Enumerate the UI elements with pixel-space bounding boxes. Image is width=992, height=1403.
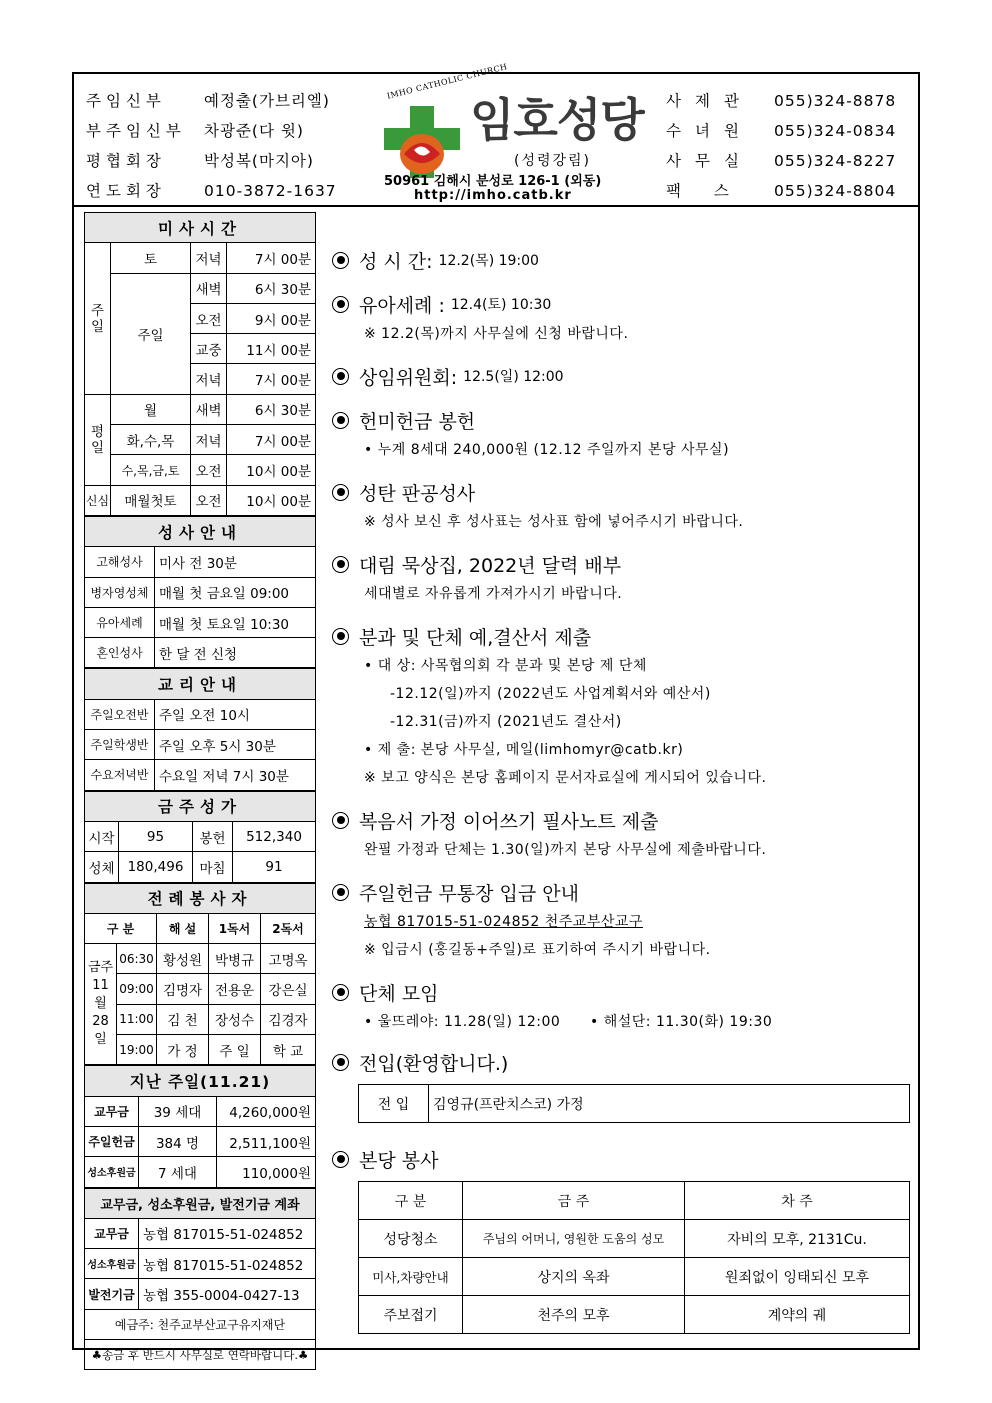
- last-sunday-title: 지난 주일(11.21): [85, 1066, 316, 1096]
- offering-amount: 4,260,000원: [217, 1096, 316, 1126]
- mass-day: 화,수,목: [111, 425, 191, 455]
- bulletin-page: [72, 62, 920, 1362]
- sunday-group-label: 주일: [85, 243, 111, 394]
- servers-header: 구 분: [85, 913, 157, 943]
- notice-line: 세대별로 자유롭게 가져가시기 바랍니다.: [364, 586, 623, 602]
- phone-value: 055)324-0834: [774, 122, 897, 140]
- notice-line: -12.31(금)까지 (2021년도 결산서): [390, 714, 622, 730]
- clergy-value: 예정출(가브리엘): [204, 92, 330, 110]
- service-group: 천주의 모후: [463, 1296, 685, 1334]
- notice-standing-committee: [332, 360, 912, 392]
- server-name: 박병규: [209, 944, 261, 974]
- server-time: 11:00: [117, 1004, 157, 1034]
- bullet-icon: [332, 296, 349, 313]
- sacrament-value: 미사 전 30분: [155, 547, 316, 577]
- servers-date: 금주 11월 28일: [85, 944, 117, 1065]
- bullet-icon: [332, 484, 349, 501]
- mass-time: 새벽: [191, 394, 227, 424]
- sacrament-table: [84, 516, 316, 668]
- notice-line: • 울뜨레야: 11.28(일) 12:00 • 해설단: 11.30(화) 19:30: [364, 1014, 773, 1030]
- mass-day: 토: [111, 243, 191, 273]
- sacrament-value: 매월 첫 토요일 10:30: [155, 607, 316, 637]
- clergy-value: 박성복(마지아): [204, 152, 314, 170]
- phone-list: [666, 86, 896, 206]
- mass-time: 저녁: [191, 243, 227, 273]
- notice-value: 12.5(일) 12:00: [463, 369, 564, 385]
- server-name: 장성수: [209, 1004, 261, 1034]
- servers-title: 전례봉사자: [85, 883, 316, 913]
- servers-header: 1독서: [209, 913, 261, 943]
- bullet-icon: [332, 556, 349, 573]
- clergy-label: 부주임신부: [86, 122, 186, 140]
- service-group: 원죄없이 잉태되신 모후: [685, 1258, 910, 1296]
- devotion-group-label: 신심: [85, 485, 111, 515]
- account-number: 농협 817015-51-024852: [139, 1218, 316, 1248]
- transfer-value: 김영규(프란치스코) 가정: [429, 1085, 910, 1123]
- phone-label: 사제관: [666, 92, 753, 110]
- notice-prayer-hour: [332, 244, 912, 276]
- notice-line: -12.12(일)까지 (2022년도 사업계획서와 예산서): [390, 686, 711, 702]
- notice-line: ※ 입금시 (홍길동+주일)로 표기하여 주시기 바랍니다.: [364, 942, 711, 958]
- server-name: 강은실: [261, 974, 316, 1004]
- bullet-icon: [332, 412, 349, 429]
- servers-table: [84, 883, 316, 1066]
- mass-day: 월: [111, 394, 191, 424]
- servers-header: 2독서: [261, 913, 316, 943]
- mass-hour: 10시 00분: [227, 455, 316, 485]
- header: [74, 62, 918, 207]
- account-holder: 예금주: 천주교부산교구유지재단: [85, 1309, 316, 1339]
- service-group: 상지의 옥좌: [463, 1258, 685, 1296]
- church-subtitle: (성령강림): [514, 153, 592, 169]
- offering-label: 성소후원금: [85, 1157, 139, 1187]
- account-number: 농협 817015-51-024852: [139, 1249, 316, 1279]
- bullet-icon: [332, 368, 349, 385]
- server-name: 주 일: [209, 1035, 261, 1065]
- notice-board: [332, 244, 912, 1334]
- service-header: 금 주: [463, 1182, 685, 1220]
- left-sidebar: [84, 212, 316, 1370]
- mass-time: 저녁: [191, 425, 227, 455]
- hymn-label: 마침: [193, 852, 233, 882]
- hymn-number: 95: [119, 821, 193, 851]
- server-name: 학 교: [261, 1035, 316, 1065]
- catechism-value: 주일 오전 10시: [155, 699, 316, 729]
- mass-hour: 6시 30분: [227, 394, 316, 424]
- server-name: 김경자: [261, 1004, 316, 1034]
- sacrament-label: 병자영성체: [85, 577, 155, 607]
- mass-time: 오전: [191, 303, 227, 333]
- hymn-table: [84, 791, 316, 883]
- server-time: 06:30: [117, 944, 157, 974]
- catechism-value: 주일 오후 5시 30분: [155, 730, 316, 760]
- phone-label: 팩 스: [666, 182, 743, 200]
- notice-title: 상임위원회:: [359, 366, 458, 389]
- mass-hour: 6시 30분: [227, 273, 316, 303]
- transfer-label: 전 입: [359, 1085, 429, 1123]
- phone-label: 수녀원: [666, 122, 753, 140]
- accounts-table: [84, 1188, 316, 1371]
- hymn-label: 봉헌: [193, 821, 233, 851]
- mass-hour: 9시 00분: [227, 303, 316, 333]
- church-name: 임호성당: [470, 93, 644, 147]
- mass-time: 교중: [191, 334, 227, 364]
- notice-advent-calendar: [332, 548, 912, 608]
- mass-hour: 7시 00분: [227, 364, 316, 394]
- hymn-number: 91: [233, 852, 316, 882]
- clergy-value: 010-3872-1637: [204, 182, 337, 200]
- church-logo: [374, 62, 664, 204]
- last-sunday-table: [84, 1065, 316, 1187]
- church-address: 50961 김해시 분성로 126-1 (외동): [384, 174, 602, 189]
- mass-day: 매월첫토: [111, 485, 191, 515]
- service-group: 자비의 모후, 2131Cu.: [685, 1220, 910, 1258]
- service-group: 계약의 궤: [685, 1296, 910, 1334]
- mass-time: 오전: [191, 455, 227, 485]
- notice-budget-report: [332, 620, 912, 792]
- server-time: 19:00: [117, 1035, 157, 1065]
- service-role: 미사,차량안내: [359, 1258, 463, 1296]
- server-time: 09:00: [117, 974, 157, 1004]
- clergy-value: 차광준(다 윗): [204, 122, 304, 140]
- mass-day: 주일: [111, 273, 191, 394]
- notice-title: 복음서 가정 이어쓰기 필사노트 제출: [359, 810, 659, 833]
- notice-transfer-in: [332, 1046, 912, 1123]
- notice-line: • 대 상: 사목협의회 각 분과 및 본당 제 단체: [364, 658, 647, 674]
- server-name: 전용운: [209, 974, 261, 1004]
- account-label: 성소후원금: [85, 1249, 139, 1279]
- offering-label: 주일헌금: [85, 1126, 139, 1156]
- notice-line: ※ 12.2(목)까지 사무실에 신청 바랍니다.: [364, 326, 629, 342]
- sacrament-value: 매월 첫 금요일 09:00: [155, 577, 316, 607]
- offering-count: 39 세대: [139, 1096, 217, 1126]
- notice-value: 12.4(토) 10:30: [450, 297, 552, 313]
- notice-title: 대림 묵상집, 2022년 달력 배부: [359, 554, 622, 577]
- hymn-label: 성체: [85, 852, 119, 882]
- notice-title: 유아세례 :: [359, 294, 445, 317]
- mass-time: 새벽: [191, 273, 227, 303]
- sacrament-label: 유아세례: [85, 607, 155, 637]
- notice-christmas-confession: [332, 476, 912, 536]
- phone-label: 사무실: [666, 152, 753, 170]
- account-label: 교무금: [85, 1218, 139, 1248]
- hymn-label: 시작: [85, 821, 119, 851]
- notice-line: ※ 성사 보신 후 성사표는 성사표 함에 넣어주시기 바랍니다.: [364, 514, 744, 530]
- servers-header: 해 설: [157, 913, 209, 943]
- mass-day: 수,목,금,토: [111, 455, 191, 485]
- mass-time: 오전: [191, 485, 227, 515]
- notice-line: 완필 가정과 단체는 1.30(일)까지 본당 사무실에 제출바랍니다.: [364, 842, 767, 858]
- hymn-number: 512,340: [233, 821, 316, 851]
- notice-title: 헌미헌금 봉헌: [359, 410, 476, 433]
- phone-value: 055)324-8804: [774, 182, 897, 200]
- mass-title: 미사시간: [85, 213, 316, 243]
- mass-hour: 10시 00분: [227, 485, 316, 515]
- notice-title: 주일헌금 무통장 입금 안내: [359, 882, 580, 905]
- service-header: 구 분: [359, 1182, 463, 1220]
- notice-title: 본당 봉사: [359, 1149, 439, 1172]
- transfer-table: [358, 1084, 910, 1123]
- service-table: [358, 1181, 910, 1334]
- mass-table: [84, 212, 316, 516]
- account-number: 농협 355-0004-0427-13: [139, 1279, 316, 1309]
- bullet-icon: [332, 884, 349, 901]
- mass-hour: 7시 00분: [227, 425, 316, 455]
- mass-hour: 7시 00분: [227, 243, 316, 273]
- notice-title: 전입(환영합니다.): [359, 1052, 509, 1075]
- sacrament-title: 성사안내: [85, 516, 316, 546]
- offering-label: 교무금: [85, 1096, 139, 1126]
- account-label: 발전기금: [85, 1279, 139, 1309]
- server-name: 황성원: [157, 944, 209, 974]
- notice-parish-service: [332, 1143, 912, 1334]
- catechism-value: 수요일 저녁 7시 30분: [155, 760, 316, 790]
- offering-count: 7 세대: [139, 1157, 217, 1187]
- church-url[interactable]: http://imho.catb.kr: [414, 188, 572, 203]
- catechism-label: 주일학생반: [85, 730, 155, 760]
- notice-title: 성탄 판공성사: [359, 482, 476, 505]
- hymn-number: 180,496: [119, 852, 193, 882]
- clergy-list: [86, 86, 337, 206]
- weekday-group-label: 평일: [85, 394, 111, 485]
- notice-line: • 제 출: 본당 사무실, 메일(limhomyr@catb.kr): [364, 742, 684, 758]
- bullet-icon: [332, 1151, 349, 1168]
- notice-gospel-copy: [332, 804, 912, 864]
- bullet-icon: [332, 252, 349, 269]
- service-role: 주보접기: [359, 1296, 463, 1334]
- offering-amount: 2,511,100원: [217, 1126, 316, 1156]
- notice-title: 분과 및 단체 예,결산서 제출: [359, 626, 592, 649]
- accounts-title: 교무금, 성소후원금, 발전기금 계좌: [85, 1188, 316, 1218]
- sacrament-value: 한 달 전 신청: [155, 638, 316, 668]
- bullet-icon: [332, 1054, 349, 1071]
- catechism-title: 교리안내: [85, 669, 316, 699]
- mass-time: 저녁: [191, 364, 227, 394]
- bullet-icon: [332, 984, 349, 1001]
- catechism-label: 주일오전반: [85, 699, 155, 729]
- notice-value: 12.2(목) 19:00: [438, 253, 539, 269]
- offering-count: 384 명: [139, 1126, 217, 1156]
- notice-bank-deposit: [332, 876, 912, 964]
- offering-amount: 110,000원: [217, 1157, 316, 1187]
- catechism-label: 수요저녁반: [85, 760, 155, 790]
- notice-title: 성 시 간:: [359, 250, 433, 273]
- server-name: 고명옥: [261, 944, 316, 974]
- transfer-note: ♣송금 후 반드시 사무실로 연락바랍니다.♣: [85, 1339, 316, 1369]
- notice-title: 단체 모임: [359, 982, 439, 1005]
- phone-value: 055)324-8227: [774, 152, 897, 170]
- bullet-icon: [332, 628, 349, 645]
- server-name: 김 천: [157, 1004, 209, 1034]
- notice-group-meeting: [332, 976, 912, 1036]
- catechism-table: [84, 668, 316, 790]
- bullet-icon: [332, 812, 349, 829]
- server-name: 김명자: [157, 974, 209, 1004]
- server-name: 가 정: [157, 1035, 209, 1065]
- bank-account-line: 농협 817015-51-024852 천주교부산교구: [364, 914, 643, 930]
- service-group: 주님의 어머니, 영원한 도움의 성모: [463, 1220, 685, 1258]
- sacrament-label: 혼인성사: [85, 638, 155, 668]
- notice-infant-baptism: [332, 288, 912, 348]
- service-header: 차 주: [685, 1182, 910, 1220]
- hymn-title: 금주성가: [85, 791, 316, 821]
- mass-hour: 11시 00분: [227, 334, 316, 364]
- phone-value: 055)324-8878: [774, 92, 897, 110]
- sacrament-label: 고해성사: [85, 547, 155, 577]
- church-english-name: IMHO CATHOLIC CHURCH: [386, 62, 509, 101]
- notice-line: ※ 보고 양식은 본당 홈페이지 문서자료실에 게시되어 있습니다.: [364, 770, 767, 786]
- clergy-label: 평협회장: [86, 152, 166, 170]
- clergy-label: 주임신부: [86, 92, 166, 110]
- clergy-label: 연도회장: [86, 182, 166, 200]
- service-role: 성당청소: [359, 1220, 463, 1258]
- notice-rice-offering: [332, 404, 912, 464]
- notice-line: • 누계 8세대 240,000원 (12.12 주일까지 본당 사무실): [364, 442, 730, 458]
